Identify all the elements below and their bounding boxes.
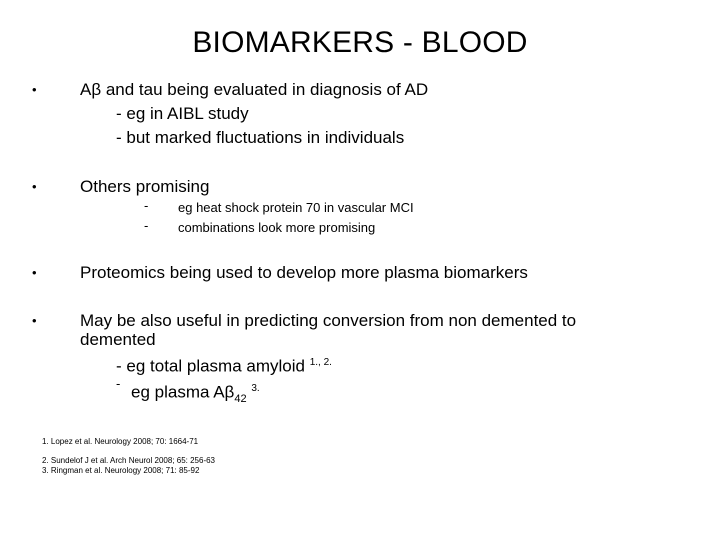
bullet-dot-4: •: [32, 313, 37, 328]
bullet-4-sub-2: [131, 378, 260, 410]
bullet-1-text: Aβ and tau being evaluated in diagnosis of AD: [80, 80, 429, 99]
bullet-dot-1: •: [32, 82, 37, 97]
bullet-4-sub-1-citation: 1., 2.: [309, 357, 332, 368]
bullet-1-sub-1: - eg in AIBL study: [116, 104, 249, 123]
reference-2: 2. Sundelof J et al. Arch Neurol 2008; 65: 256-63: [42, 456, 216, 465]
reference-3: 3. Ringman et al. Neurology 2008; 71: 85-92: [42, 466, 200, 475]
bullet-2-text: Others promising: [80, 177, 210, 196]
bullet-4-sub-2-dash: -: [116, 376, 121, 391]
bullet-2-sub-1: eg heat shock protein 70 in vascular MCI: [178, 200, 414, 215]
bullet-4-sub-2-citation: 3.: [251, 383, 260, 394]
bullet-3-text: Proteomics being used to develop more plasma biomarkers: [80, 263, 528, 282]
bullet-2-dash-2: -: [144, 218, 149, 233]
bullet-2-sub-2: combinations look more promising: [178, 220, 376, 235]
bullet-dot-3: •: [32, 265, 37, 280]
bullet-4-sub-2-text: eg plasma Aβ: [131, 382, 235, 402]
bullet-4-sub-1: [116, 352, 332, 378]
bullet-1-sub-2: - but marked fluctuations in individuals: [116, 128, 405, 147]
bullet-4-sub-1-text: - eg total plasma amyloid: [116, 356, 305, 376]
bullet-4-text-line-2: demented: [80, 330, 156, 349]
bullet-dot-2: •: [32, 179, 37, 194]
slide-title: BIOMARKERS - BLOOD: [192, 26, 528, 59]
bullet-2-dash-1: -: [144, 198, 149, 213]
reference-1: 1. Lopez et al. Neurology 2008; 70: 1664-71: [42, 437, 199, 446]
bullet-4-text-line-1: May be also useful in predicting conversion from non demented to: [80, 311, 577, 330]
bullet-4-sub-2-subscript: 42: [234, 393, 247, 406]
